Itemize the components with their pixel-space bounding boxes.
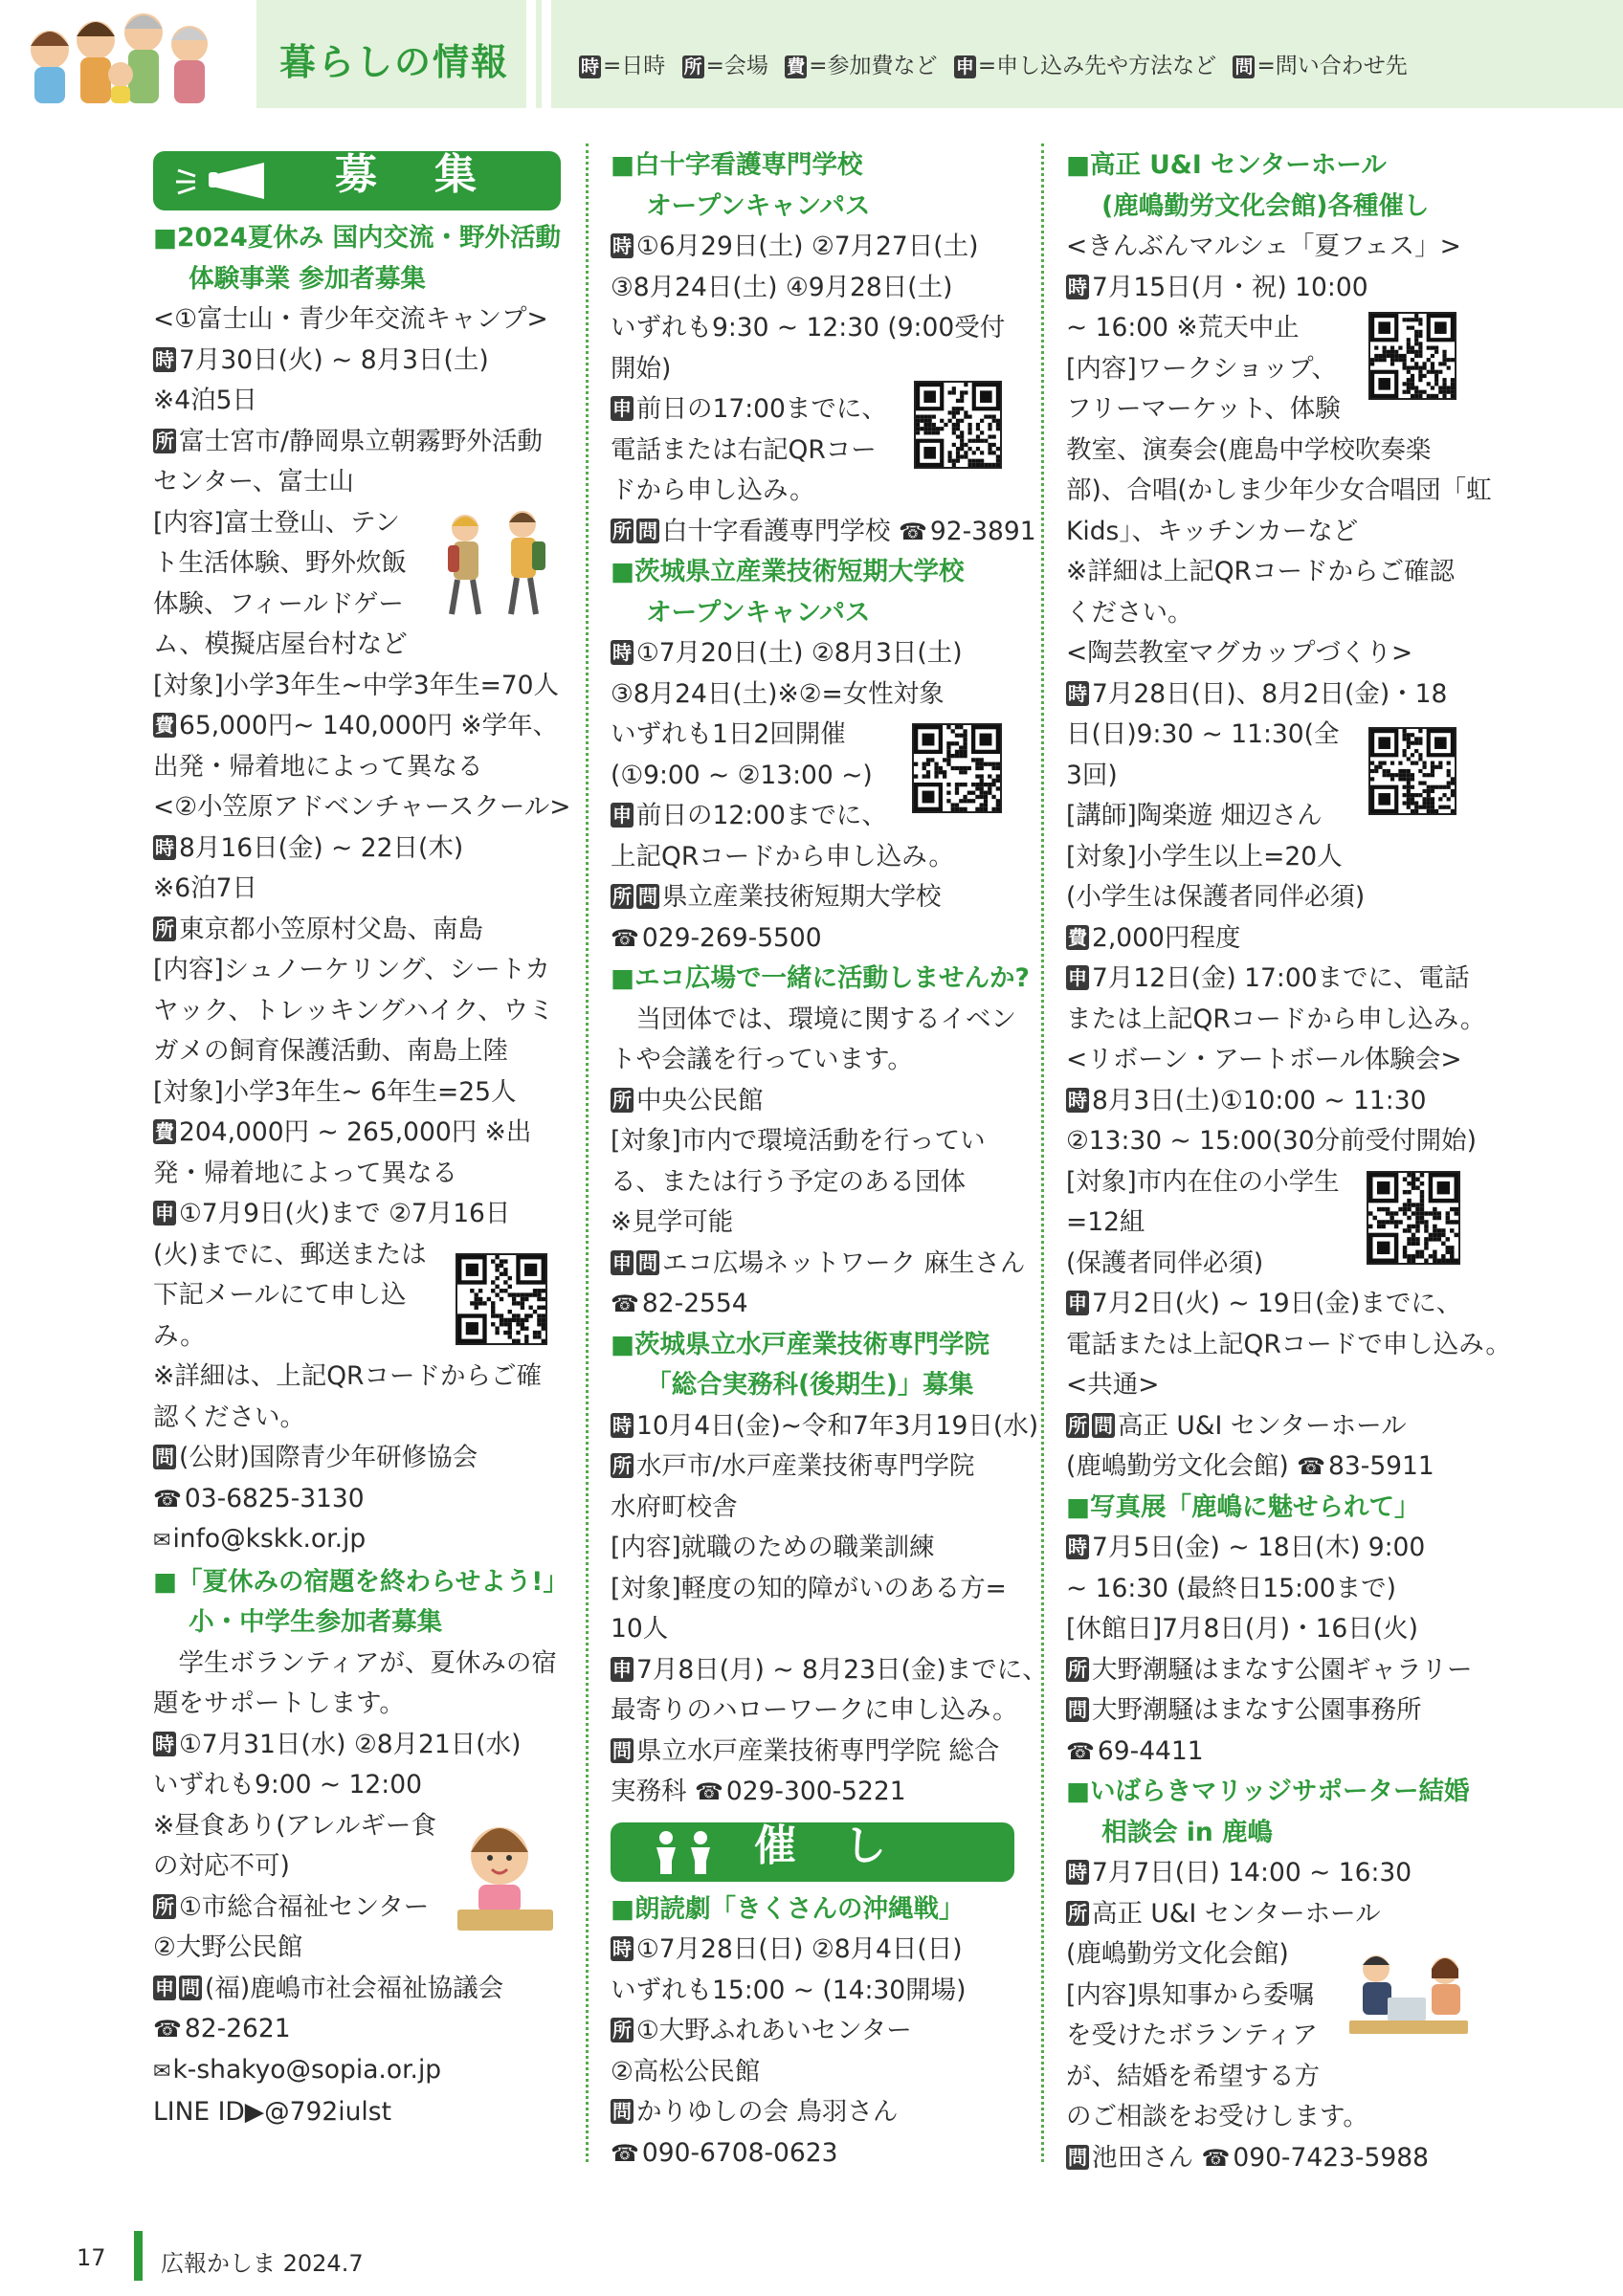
fee-text: 204,000円 ~ 265,000円 ※出	[179, 1117, 532, 1147]
phone-line	[611, 2133, 1014, 2175]
time-icon: 時	[155, 1732, 174, 1755]
inquiry-text: 県立水戸産業技術専門学院 総合	[636, 1735, 1000, 1766]
place-text: ②高松公民館	[611, 2056, 761, 2086]
phone-number[interactable]: 82-2554	[641, 1289, 748, 1318]
subheading: <共通>	[1066, 1370, 1160, 1400]
time-line	[611, 227, 1014, 268]
content-text: ヤック、トレッキングハイク、ウミ	[153, 995, 554, 1026]
family-illustration	[21, 4, 232, 105]
place-icon: 所	[155, 916, 174, 940]
phone-line	[611, 918, 1014, 960]
time-icon: 時	[1068, 275, 1087, 298]
place-line	[153, 422, 561, 463]
inquiry-text: エコ広場ネットワーク 麻生さん	[662, 1247, 1026, 1278]
inquiry-line	[611, 1732, 1014, 1773]
phone-line	[153, 1479, 561, 1520]
apply-text: 電話または上記QRコードで申し込み。	[1066, 1329, 1511, 1359]
subheading: <きんぶんマルシェ「夏フェス」>	[1066, 232, 1461, 261]
place-icon: 所	[612, 1454, 632, 1477]
time-text: 3回)	[1066, 760, 1118, 790]
note: の対応不可)	[153, 1851, 290, 1881]
time-icon: 時	[1068, 1535, 1087, 1558]
detail-note: ※詳細は上記QRコードからご確認	[1066, 557, 1455, 586]
time-text: 7月30日(火) ~ 8月3日(土)	[179, 344, 489, 375]
inquiry-text: 県立産業技術短期大学校	[662, 882, 942, 912]
events-banner	[611, 1822, 1014, 1882]
fee-icon: 費	[155, 714, 174, 737]
target-text: [対象]小学生以上=20人	[1066, 841, 1343, 872]
legend-label: =問い合わせ先	[1256, 54, 1408, 78]
inquiry-icon: 問	[612, 1738, 632, 1762]
body-text: トや会議を行っています。	[611, 1045, 913, 1074]
section-title: 暮らしの情報	[279, 41, 510, 83]
time-line	[611, 1406, 1039, 1447]
article-title: オープンキャンパス	[646, 597, 871, 628]
apply-text: 最寄りのハローワークに申し込み。	[611, 1695, 1018, 1725]
inquiry-text: (公財)国際青少年研修協会	[179, 1443, 478, 1472]
phone-line	[1066, 1732, 1478, 1773]
column-divider	[586, 144, 589, 2162]
apply-text: または上記QRコードから申し込み。	[1066, 1004, 1486, 1034]
apply-text: 7月8日(月) ~ 8月23日(金)までに、	[636, 1654, 1048, 1685]
inquiry-line	[1066, 1406, 1478, 1447]
inquiry-text: 池田さん	[1092, 2142, 1193, 2173]
time-icon: 時	[155, 835, 174, 859]
content-text: を受けたボランティア	[1066, 2020, 1318, 2050]
time-line	[1066, 674, 1478, 716]
subheading: <陶芸教室マグカップづくり>	[1066, 638, 1413, 668]
fee-icon: 費	[787, 56, 806, 77]
place-text: ①市総合福祉センター	[179, 1891, 430, 1922]
note: ※6泊7日	[153, 873, 257, 903]
phone-line	[611, 1284, 1014, 1325]
content-text: ム、模擬店屋台村など	[153, 629, 408, 659]
inquiry-line	[611, 877, 1014, 918]
phone-icon: ☎	[898, 518, 927, 545]
phone-icon: ☎	[1201, 2144, 1231, 2172]
target-text: (保護者同伴必須)	[1066, 1247, 1264, 1278]
target-text: [対象]市内で環境活動を行ってい	[611, 1126, 986, 1156]
place-line	[611, 1081, 1014, 1122]
place-icon: 所	[1068, 1901, 1087, 1925]
note: ※昼食あり(アレルギー食	[153, 1810, 436, 1841]
apply-text: 7月12日(金) 17:00までに、電話	[1092, 963, 1470, 993]
place-text: 富士宮市/静岡県立朝霧野外活動	[179, 426, 543, 456]
inquiry-text: 実務科	[611, 1777, 687, 1806]
email-address[interactable]: info@kskk.or.jp	[172, 1524, 367, 1554]
content-text: Kids」、キッチンカーなど	[1066, 516, 1359, 546]
time-text: いずれも1日2回開催	[611, 719, 846, 749]
apply-line	[1066, 959, 1478, 1000]
time-icon: 時	[155, 347, 174, 371]
apply-line	[153, 1194, 561, 1235]
time-text: 7月15日(月・祝) 10:00	[1092, 272, 1368, 302]
time-line	[611, 633, 1014, 674]
inquiry-icon: 問	[1234, 56, 1254, 77]
qr-code[interactable]	[1368, 1173, 1458, 1263]
article-title: ■高正 U&I センターホール	[1066, 150, 1387, 180]
time-text: 8月16日(金) ~ 22日(木)	[179, 832, 464, 863]
inquiry-line	[153, 1969, 561, 2010]
phone-number[interactable]: 090-6708-0623	[641, 2137, 838, 2168]
time-line	[611, 1930, 1014, 1971]
apply-line	[1066, 1284, 1478, 1325]
apply-icon: 申	[612, 804, 632, 827]
place-text: 東京都小笠原村父島、南島	[179, 914, 483, 944]
hikers-illustration	[429, 505, 563, 622]
apply-icon: 申	[612, 397, 632, 420]
target-text: [対象]小学3年生~ 6年生=25人	[153, 1076, 517, 1107]
fee-line	[153, 706, 561, 747]
inquiry-line	[1066, 2138, 1478, 2179]
header-stripe	[526, 0, 536, 108]
mail-icon: ✉	[153, 1529, 171, 1553]
note: ※見学可能	[611, 1207, 734, 1237]
column-3	[1066, 145, 1511, 2178]
time-line	[1066, 268, 1478, 309]
qr-code[interactable]	[457, 1255, 545, 1343]
phone-icon: ☎	[153, 2016, 182, 2042]
time-text: ①7月31日(水) ②8月21日(水)	[179, 1729, 522, 1759]
time-text: ③8月24日(土)※②=女性対象	[611, 678, 945, 709]
time-icon: 時	[612, 1937, 632, 1960]
time-line	[153, 341, 561, 382]
email-address[interactable]: k-shakyo@sopia.or.jp	[172, 2054, 442, 2085]
article-title: 小・中学生参加者募集	[189, 1607, 443, 1637]
time-text: いずれも9:30 ~ 12:30 (9:00受付	[611, 313, 1006, 342]
detail-note: ※詳細は、上記QRコードからご確	[153, 1361, 542, 1391]
body-text: 当団体では、環境に関するイベン	[635, 1004, 1016, 1034]
target-text: =12組	[1066, 1207, 1145, 1237]
article-title: ■いばらきマリッジサポーター結婚	[1066, 1777, 1470, 1806]
phone-icon: ☎	[1066, 1737, 1095, 1765]
inquiry-line	[1066, 1446, 1478, 1488]
article-title: ■茨城県立産業技術短期大学校	[611, 557, 965, 586]
qr-code[interactable]	[914, 725, 1000, 811]
place-text: 高正 U&I センターホール	[1092, 1898, 1381, 1929]
phone-icon: ☎	[611, 1291, 639, 1317]
apply-text: 下記メールにて申し込	[153, 1280, 407, 1310]
apply-text: 上記QRコードから申し込み。	[611, 841, 954, 872]
qr-code[interactable]	[1370, 314, 1455, 398]
qr-code[interactable]	[916, 383, 1000, 467]
phone-icon: ☎	[153, 1485, 182, 1512]
article-title: オープンキャンパス	[646, 190, 871, 221]
phone-number[interactable]: 69-4411	[1097, 1735, 1204, 1766]
inquiry-line	[153, 1438, 561, 1479]
article-title: 「総合実務科(後期生)」募集	[646, 1370, 974, 1400]
phone-number[interactable]: 029-300-5221	[725, 1777, 906, 1806]
place-icon: 所	[612, 519, 632, 542]
phone-icon: ☎	[694, 1778, 723, 1805]
time-icon: 時	[581, 56, 600, 77]
closed-days: [休館日]7月8日(月)・16日(火)	[1066, 1614, 1418, 1644]
article-title: ■朗読劇「きくさんの沖縄戦」	[611, 1893, 965, 1924]
content-text: のご相談をお受けします。	[1066, 2102, 1368, 2131]
place-icon: 所	[1068, 1413, 1087, 1437]
content-text: [内容]シュノーケリング、シートカ	[153, 955, 550, 984]
time-text: ③8月24日(土) ④9月28日(土)	[611, 272, 953, 302]
phone-number[interactable]: 83-5911	[1328, 1451, 1434, 1481]
icon-legend	[579, 48, 1408, 79]
body-text: 題をサポートします。	[153, 1689, 405, 1718]
inquiry-icon: 問	[638, 885, 657, 908]
banner-label: 催し	[754, 1821, 934, 1870]
time-text: 7月5日(金) ~ 18日(木) 9:00	[1092, 1533, 1426, 1562]
target-text: [対象]小学3年生~中学3年生=70人	[153, 670, 560, 700]
subheading: <②小笠原アドベンチャースクール>	[153, 792, 571, 822]
phone-number[interactable]: 82-2621	[184, 2014, 291, 2043]
apply-icon: 申	[155, 1202, 174, 1225]
content-text: [内容]富士登山、テン	[153, 507, 400, 538]
apply-text: 電話または右記QRコー	[611, 434, 877, 465]
column-divider	[1041, 144, 1044, 2162]
place-line	[153, 910, 561, 951]
place-icon: 所	[612, 885, 632, 908]
inquiry-line	[611, 1772, 1014, 1813]
banner-label: 募集	[335, 150, 534, 199]
note: ※4泊5日	[153, 386, 257, 415]
lecturer-text: [講師]陶楽遊 畑辺さん	[1066, 801, 1323, 830]
inquiry-line	[611, 1244, 1026, 1285]
time-text: 7月28日(日)、8月2日(金)・18	[1092, 678, 1448, 709]
inquiry-icon: 問	[155, 1446, 174, 1468]
magazine-name: 広報かしま 2024.7	[161, 2250, 364, 2277]
time-text: 開始)	[611, 353, 672, 384]
place-text: 水府町校舎	[611, 1491, 738, 1522]
content-text: 部)、合唱(かしま少年少女合唱団「虹	[1066, 475, 1492, 505]
apply-icon: 申	[612, 1657, 632, 1681]
place-line	[1066, 1894, 1478, 1935]
fee-icon: 費	[1068, 925, 1087, 949]
header-stripe	[542, 0, 551, 108]
time-text: ②13:30 ~ 15:00(30分前受付開始)	[1066, 1126, 1477, 1156]
time-line	[1066, 1853, 1478, 1894]
place-text: センター、富士山	[153, 467, 354, 497]
article-title: ■写真展「鹿嶋に魅せられて」	[1066, 1491, 1420, 1522]
time-icon: 時	[1068, 681, 1087, 705]
time-text: ①7月28日(日) ②8月4日(日)	[636, 1934, 963, 1964]
place-text: ①大野ふれあいセンター	[636, 2016, 912, 2045]
phone-line	[153, 2009, 561, 2050]
inquiry-icon: 問	[181, 1976, 200, 1999]
apply-icon: 申	[955, 56, 974, 77]
apply-text: (火)までに、郵送または	[153, 1239, 427, 1269]
content-text: 教室、演奏会(鹿島中学校吹奏楽	[1066, 434, 1432, 465]
article-title: (鹿嶋勤労文化会館)各種催し	[1101, 190, 1430, 221]
apply-text: ①7月9日(火)まで ②7月16日	[179, 1199, 511, 1228]
time-line	[1066, 1081, 1478, 1122]
inquiry-icon: 問	[1068, 2145, 1087, 2169]
place-text: 大野潮騒はまなす公園ギャラリー	[1092, 1654, 1473, 1685]
apply-icon: 申	[155, 1976, 174, 1999]
page-header	[0, 0, 1623, 108]
content-text: ガメの飼育保護活動、南島上陸	[153, 1036, 508, 1066]
apply-text: 前日の17:00までに、	[636, 394, 887, 424]
target-text: 10人	[611, 1614, 669, 1644]
place-icon: 所	[612, 1088, 632, 1112]
fee-icon: 費	[155, 1120, 174, 1143]
footer-bar	[134, 2231, 143, 2281]
place-line	[611, 2011, 1014, 2052]
apply-icon: 申	[612, 1250, 632, 1274]
time-line	[153, 828, 561, 870]
inquiry-icon: 問	[1068, 1698, 1087, 1721]
qr-code[interactable]	[1370, 729, 1455, 813]
apply-text: 前日の12:00までに、	[636, 801, 887, 830]
apply-text: ドから申し込み。	[611, 475, 815, 505]
article-title: ■茨城県立水戸産業技術専門学院	[611, 1329, 990, 1359]
inquiry-text: (福)鹿嶋市社会福祉協議会	[205, 1973, 504, 2003]
place-text: (鹿嶋勤労文化会館)	[1066, 1939, 1289, 1969]
inquiry-text: 白十字看護専門学校	[662, 516, 891, 546]
recruitment-banner	[153, 151, 561, 210]
time-line	[153, 1725, 561, 1766]
place-line	[1066, 1650, 1478, 1691]
content-text: [内容]ワークショップ、	[1066, 353, 1338, 384]
place-icon: 所	[155, 429, 174, 453]
time-text: 日(日)9:30 ~ 11:30(全	[1066, 719, 1340, 749]
place-text: 水戸市/水戸産業技術専門学院	[636, 1451, 975, 1481]
subheading: <①富士山・青少年交流キャンプ>	[153, 304, 548, 334]
phone-icon: ☎	[1297, 1453, 1326, 1480]
time-text: (①9:00 ~ ②13:00 ~)	[611, 760, 873, 790]
time-text: ~ 16:00 ※荒天中止	[1066, 313, 1300, 342]
fee-text: 65,000円~ 140,000円 ※学年、	[179, 711, 559, 740]
apply-text: 7月2日(火) ~ 19日(金)までに、	[1092, 1289, 1462, 1318]
inquiry-icon: 問	[638, 519, 657, 542]
inquiry-text: (鹿嶋勤労文化会館)	[1066, 1451, 1289, 1481]
detail-note: 認ください。	[153, 1402, 305, 1432]
article-title: 体験事業 参加者募集	[189, 263, 426, 294]
time-icon: 時	[612, 1413, 632, 1437]
place-icon: 所	[612, 2019, 632, 2042]
place-text: ②大野公民館	[153, 1932, 303, 1962]
consultation-illustration	[1345, 1946, 1472, 2042]
article-title: ■「夏休みの宿題を終わらせよう!」	[153, 1566, 568, 1597]
fee-text: 2,000円程度	[1092, 922, 1241, 953]
time-line	[1066, 1528, 1478, 1569]
time-icon: 時	[1068, 1861, 1087, 1884]
article-title: 相談会 in 鹿嶋	[1101, 1817, 1273, 1847]
legend-label: =会場	[705, 54, 768, 78]
time-text: 10月4日(金)~令和7年3月19日(水)	[636, 1410, 1039, 1441]
page-number: 17	[77, 2244, 106, 2271]
subheading: <リボーン・アートボール体験会>	[1066, 1045, 1462, 1074]
student-illustration	[450, 1818, 557, 1934]
time-icon: 時	[1068, 1088, 1087, 1112]
target-text: [対象]軽度の知的障がいのある方=	[611, 1573, 1007, 1603]
inquiry-icon: 問	[612, 2100, 632, 2123]
time-icon: 時	[612, 234, 632, 257]
content-text: [内容]県知事から委嘱	[1066, 1979, 1315, 2010]
legend-label: =日時	[603, 54, 666, 78]
phone-number[interactable]: 03-6825-3130	[184, 1483, 365, 1513]
content-text: ト生活体験、野外炊飯	[153, 548, 407, 578]
article-title: ■2024夏休み 国内交流・野外活動	[153, 223, 562, 253]
phone-icon: ☎	[611, 2139, 639, 2167]
detail-note: ください。	[1066, 597, 1193, 628]
place-text: 中央公民館	[636, 1085, 764, 1115]
time-text: 7月7日(日) 14:00 ~ 16:30	[1092, 1858, 1412, 1888]
inquiry-line	[611, 2092, 1014, 2133]
fee-line	[1066, 918, 1478, 960]
target-text: る、または行う予定のある団体	[611, 1166, 966, 1197]
content-text: フリーマーケット、体験	[1066, 394, 1341, 424]
legend-label: =申し込み先や方法など	[977, 54, 1217, 78]
inquiry-text: かりゆしの会 鳥羽さん	[636, 2097, 899, 2127]
time-text: いずれも9:00 ~ 12:00	[153, 1770, 422, 1799]
place-icon: 所	[155, 1894, 174, 1918]
legend-label: =参加費など	[809, 54, 938, 78]
time-text: ~ 16:30 (最終日15:00まで)	[1066, 1573, 1396, 1603]
email-line	[153, 2050, 561, 2093]
target-text: (小学生は保護者同伴必須)	[1066, 882, 1366, 912]
time-text: ①7月20日(土) ②8月3日(土)	[636, 638, 963, 668]
content-text: [内容]就職のための職業訓練	[611, 1533, 935, 1562]
inquiry-icon: 問	[1094, 1413, 1113, 1437]
apply-icon: 申	[1068, 966, 1087, 989]
inquiry-text: 高正 U&I センターホール	[1118, 1410, 1407, 1441]
phone-number[interactable]: 92-3891	[929, 516, 1036, 546]
email-line	[153, 1519, 561, 1562]
apply-icon: 申	[1068, 1292, 1087, 1314]
megaphone-icon	[172, 159, 297, 203]
target-text: [対象]市内在住の小学生	[1066, 1166, 1340, 1197]
time-text: いずれも15:00 ~ (14:30開場)	[611, 1975, 967, 2005]
article-title: ■白十字看護専門学校	[611, 150, 863, 180]
fee-line	[153, 1113, 561, 1154]
inquiry-line	[1066, 1690, 1478, 1732]
place-icon: 所	[1068, 1657, 1087, 1681]
content-text: が、結婚を希望する方	[1066, 2061, 1320, 2091]
fee-text: 出発・帰着地によって異なる	[153, 751, 483, 782]
article-title: ■エコ広場で一緒に活動しませんか?	[611, 963, 1030, 993]
phone-number[interactable]: 029-269-5500	[641, 922, 822, 953]
apply-line	[611, 1650, 1048, 1691]
phone-number[interactable]: 090-7423-5988	[1233, 2142, 1429, 2173]
inquiry-icon: 問	[638, 1250, 657, 1274]
people-icon	[649, 1828, 725, 1876]
content-text: 体験、フィールドゲー	[153, 588, 404, 619]
apply-text: み。	[153, 1320, 206, 1351]
inquiry-text: 大野潮騒はまなす公園事務所	[1092, 1695, 1422, 1725]
body-text: 学生ボランティアが、夏休みの宿	[178, 1647, 557, 1678]
phone-icon: ☎	[611, 924, 639, 952]
time-icon: 時	[612, 641, 632, 664]
place-line	[611, 1446, 1014, 1488]
line-id: LINE ID▶@792iulst	[153, 2097, 391, 2127]
time-text: ①6月29日(土) ②7月27日(土)	[636, 232, 979, 261]
fee-text: 発・帰着地によって異なる	[153, 1158, 457, 1188]
place-icon: 所	[683, 56, 702, 77]
time-text: 8月3日(土)①10:00 ~ 11:30	[1092, 1085, 1427, 1115]
inquiry-line	[611, 512, 1036, 553]
mail-icon: ✉	[153, 2059, 171, 2084]
